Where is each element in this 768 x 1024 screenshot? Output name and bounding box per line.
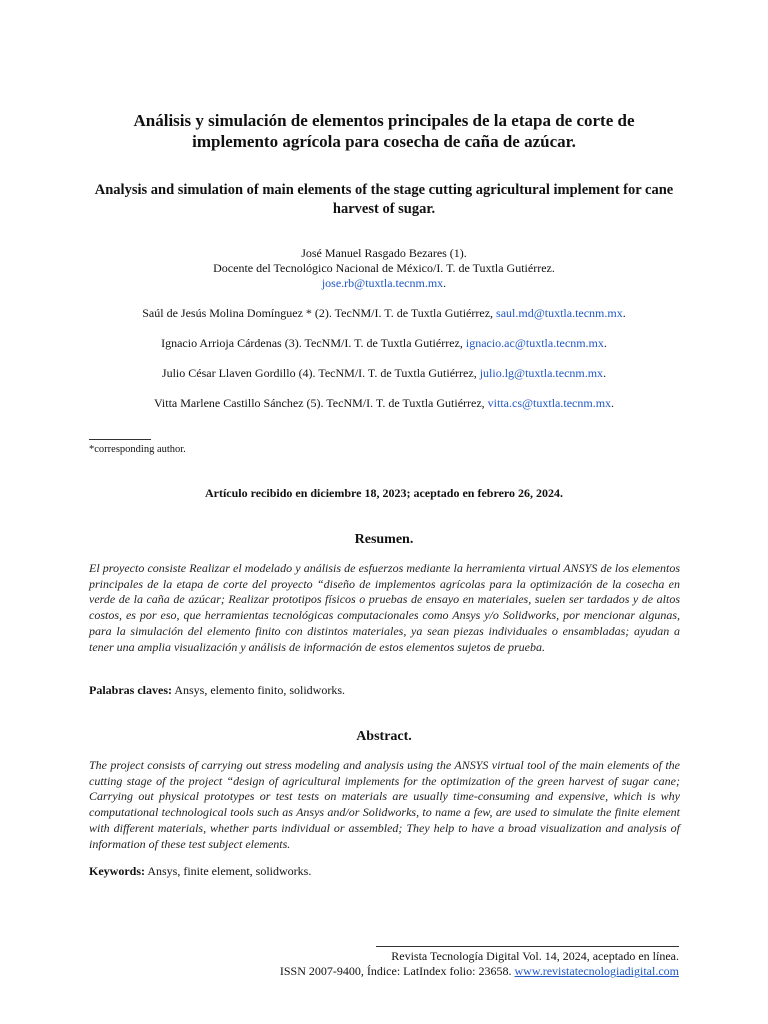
author-1-email-line [60,276,708,291]
journal-footer [179,949,679,979]
author-1-email-suffix: . [443,276,447,290]
palabras-claves [89,683,680,698]
keywords [89,864,680,879]
received-dates: Artículo recibido en diciembre 18, 2023; aceptado en febrero 26, 2024. [204,486,564,500]
footnote-divider [89,439,151,440]
footer-issn-text: ISSN 2007-9400, Índice: LatIndex folio: 23658. [279,964,515,978]
author-2-email-link[interactable]: saul.md@tuxtla.tecnm.mx [496,306,623,320]
author-1-email-link[interactable]: jose.rb@tuxtla.tecnm.mx [321,276,444,290]
author-block [60,246,708,411]
author-5-suffix: . [611,396,615,410]
palabras-claves-values: Ansys, elemento finito, solidworks. [172,683,345,697]
author-4-email-link[interactable]: julio.lg@tuxtla.tecnm.mx [479,366,604,380]
author-2-text: Saúl de Jesús Molina Domínguez * (2). TecNM/I. T. de Tuxtla Gutiérrez, [142,306,497,320]
corresponding-author-note: *corresponding author. [89,444,186,455]
author-1-affiliation: Docente del Tecnológico Nacional de México/I. T. de Tuxtla Gutiérrez. [213,261,555,275]
title-spanish: Análisis y simulación de elementos principales de la etapa de corte de implemento agrícola para cosecha de caña de azúcar. [133,111,635,151]
footer-divider [376,946,679,947]
author-3-email-link[interactable]: ignacio.ac@tuxtla.tecnm.mx [465,336,604,350]
author-4-line [60,366,708,381]
abstract-text: The project consists of carrying out stress modeling and analysis using the ANSYS virtual tool of the main elements of the cutting stage of the project “design of agricultural implements for the optimization of the green harvest of sugar cane; Carrying out physical prototypes or test tests on materials are usually time-consuming and expensive, which is why computational technological tools such as Ansys and/or Solidworks, to name a few, are used to simulate the finite element with different materials, whether parts individual or assembled; They help to have a broad visualization and analysis of information of these test subject elements. [89,758,680,851]
footer-issn-line [179,964,679,979]
author-5-email-link[interactable]: vitta.cs@tuxtla.tecnm.mx [487,396,612,410]
author-3-suffix: . [603,336,607,350]
author-2-line [60,306,708,321]
author-3-line [60,336,708,351]
author-2-suffix: . [622,306,626,320]
abstract-heading: Abstract. [356,729,412,744]
resumen-heading: Resumen. [354,532,414,547]
author-4-suffix: . [603,366,607,380]
author-4-text: Julio César Llaven Gordillo (4). TecNM/I. T. de Tuxtla Gutiérrez, [161,366,480,380]
palabras-claves-label: Palabras claves: [89,683,172,697]
journal-website-link[interactable]: www.revistatecnologiadigital.com [514,964,679,978]
author-3-text: Ignacio Arrioja Cárdenas (3). TecNM/I. T. de Tuxtla Gutiérrez, [161,336,466,350]
footer-journal-line: Revista Tecnología Digital Vol. 14, 2024, aceptado en línea. [391,949,679,963]
title-english: Analysis and simulation of main elements of the stage cutting agricultural implement for cane harvest of sugar. [94,182,674,217]
author-1-name: José Manuel Rasgado Bezares (1). [301,246,467,260]
keywords-label: Keywords: [89,864,145,878]
author-5-text: Vitta Marlene Castillo Sánchez (5). TecNM/I. T. de Tuxtla Gutiérrez, [153,396,488,410]
author-5-line [60,396,708,411]
keywords-values: Ansys, finite element, solidworks. [145,864,312,878]
resumen-text: El proyecto consiste Realizar el modelado y análisis de esfuerzos mediante la herramienta virtual ANSYS de los elementos principales de la etapa de corte del proyecto “diseño de implementos agrícolas para la optimización de la cosecha en verde de la caña de azúcar; Realizar prototipos físicos o pruebas de ensayo en materiales, suelen ser tardados y de altos costos, es por eso, que herramientas tecnológicas computacionales como Ansys y/o Solidworks, por mencionar algunas, para la simulación del elemento finito con distintos materiales, ya sean piezas individuales o ensambladas; ayudan a tener una amplia visualización y análisis de información de estos elementos sujetos de prueba. [89,561,680,654]
